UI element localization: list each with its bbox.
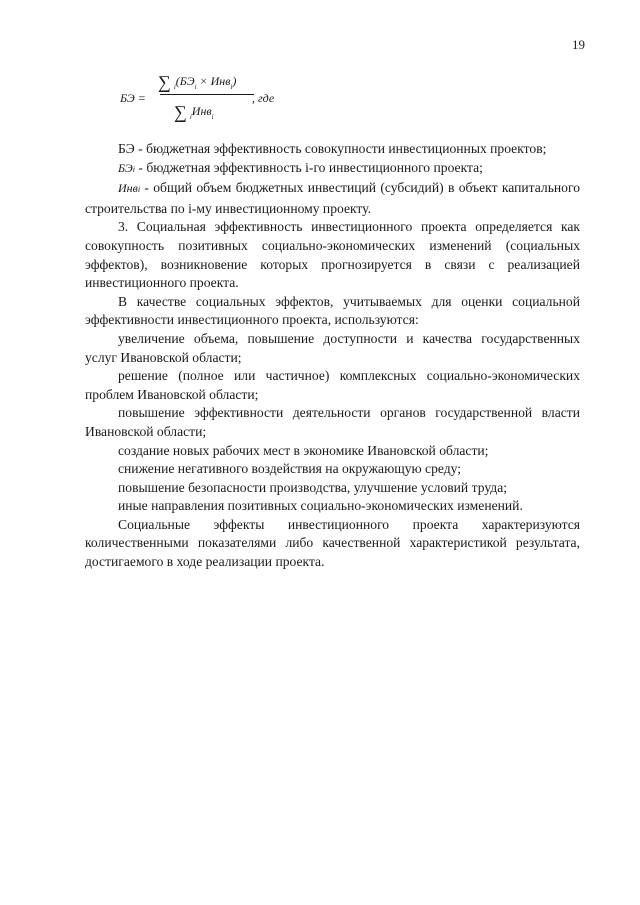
list-item: создание новых рабочих мест в экономике Ивановской области; [118, 442, 489, 458]
numerator-index-2: i [230, 83, 233, 91]
symbol-index: i [137, 185, 141, 195]
denominator-index: i [211, 113, 214, 121]
numerator-term-be: (БЭ [175, 74, 195, 88]
list-item: увеличение объема, повышение доступности и качества государственных услуг Ивановской области; [85, 330, 580, 365]
numerator-term-inv: × Инв [196, 74, 231, 88]
symbol-inv: Инв [118, 181, 138, 196]
list-item: решение (полное или частичное) комплексных социально-экономических проблем Ивановской области; [85, 368, 580, 402]
paragraph-social-efficiency: 3. Социальная эффективность инвестиционного проекта определяется как совокупность позитивных социально-экономических изменений (социальных эффектов), возникновение которых прогнозируется в связи с реализацией инвестиционного проекта. [85, 219, 580, 291]
page-number: 19 [572, 37, 585, 52]
numerator-close: ) [232, 74, 237, 88]
paragraph-invi-definition [85, 179, 580, 218]
body-text [85, 140, 580, 572]
sum-index: i [189, 113, 192, 121]
formula-suffix: , где [252, 91, 275, 105]
sum-index: i [173, 83, 176, 91]
fraction-bar [160, 94, 254, 95]
paragraph-effects-intro: В качестве социальных эффектов, учитываемых для оценки социальной эффективности инвестиционного проекта, используются: [85, 293, 580, 328]
paragraph-text: - бюджетная эффективность i-го инвестиционного проекта; [135, 159, 483, 175]
list-item: иные направления позитивных социально-экономических изменений. [118, 498, 523, 514]
formula-numerator [158, 72, 236, 93]
denominator-term-inv: Инв [191, 104, 212, 118]
list-item: повышение безопасности производства, улучшение условий труда; [118, 479, 508, 495]
budget-efficiency-formula [120, 66, 280, 126]
symbol-be: БЭ [118, 160, 133, 175]
formula-denominator [174, 102, 214, 123]
list-item: повышение эффективности деятельности органов государственной власти Ивановской области; [85, 405, 580, 439]
paragraph-effects-characteristics: Социальные эффекты инвестиционного проекта характеризуются количественными показателями либо качественной характеристикой результата, достигаемого в ходе реализации проекта. [85, 516, 580, 570]
formula-lhs: БЭ = [120, 91, 146, 105]
sum-symbol: ∑ [174, 102, 187, 122]
numerator-index-1: i [194, 83, 197, 91]
sum-symbol: ∑ [158, 72, 171, 92]
symbol-index: i [132, 164, 135, 174]
paragraph-text: - общий объем бюджетных инвестиций (субсидий) в объект капитального строительства по i-му инвестиционному проекту. [85, 180, 580, 216]
paragraph-be-definition: БЭ - бюджетная эффективность совокупности инвестиционных проектов; [118, 141, 547, 156]
paragraph-bei-definition [85, 159, 580, 180]
list-item: снижение негативного воздействия на окружающую среду; [118, 461, 462, 477]
